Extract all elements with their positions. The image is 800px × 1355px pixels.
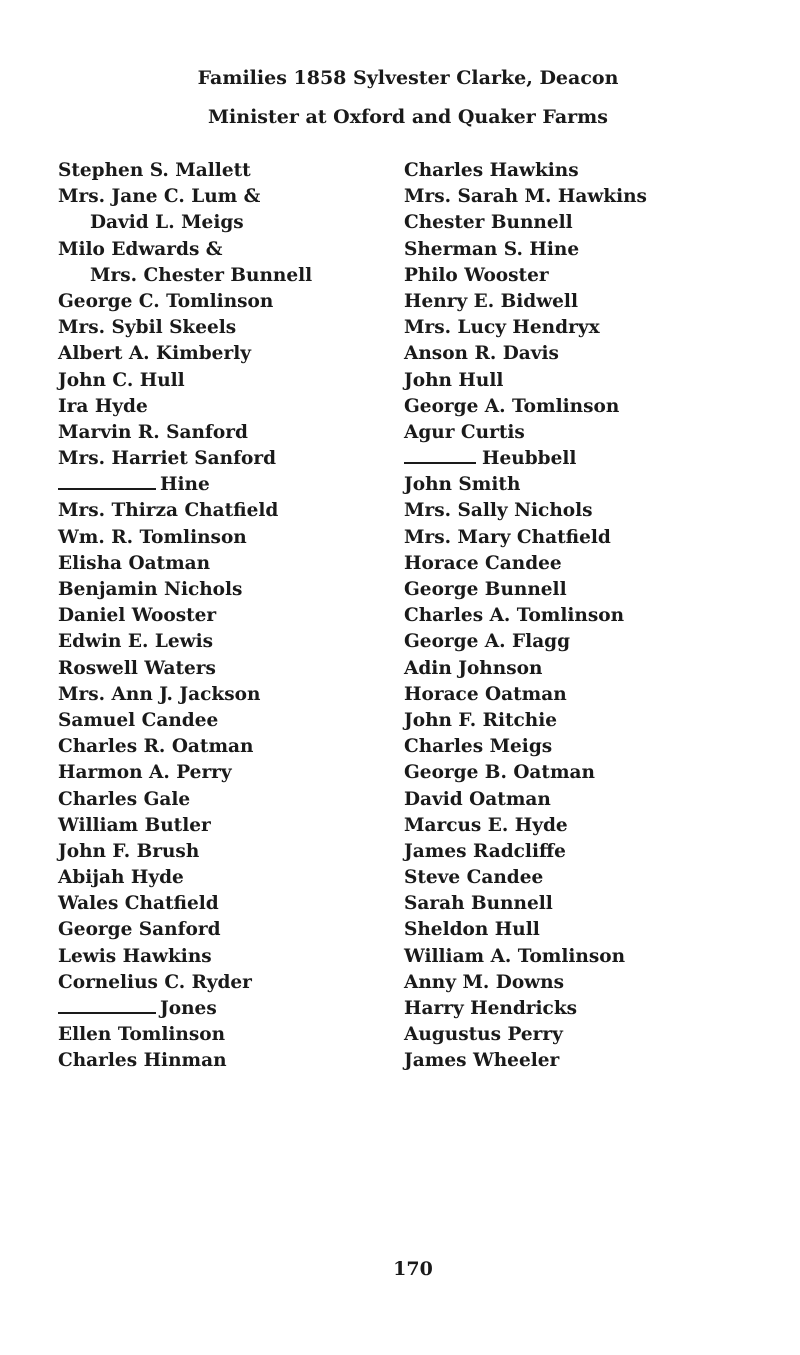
list-item: Mrs. Harriet Sanford bbox=[58, 448, 277, 470]
blank-name-line bbox=[404, 448, 476, 464]
list-item: Albert A. Kimberly bbox=[58, 343, 251, 365]
list-item: Elisha Oatman bbox=[58, 552, 211, 574]
list-item: Marcus E. Hyde bbox=[404, 814, 568, 836]
list-item: Lewis Hawkins bbox=[58, 945, 212, 967]
list-item: David L. Meigs bbox=[90, 212, 244, 234]
names-list-left bbox=[58, 158, 378, 1075]
list-item: Mrs. Sybil Skeels bbox=[58, 317, 237, 339]
list-item: Benjamin Nichols bbox=[58, 579, 243, 600]
list-item: Charles Gale bbox=[58, 788, 191, 810]
list-item: Mrs. Jane C. Lum & bbox=[58, 186, 261, 208]
list-item: Anny M. Downs bbox=[404, 971, 564, 993]
names-list-right bbox=[404, 158, 794, 1075]
page-number: 170 bbox=[393, 1258, 433, 1280]
list-item: John C. Hull bbox=[58, 369, 185, 391]
list-item: Sherman S. Hine bbox=[404, 238, 580, 260]
blank-name-line bbox=[58, 474, 156, 490]
list-item: Charles Hawkins bbox=[404, 160, 579, 181]
list-item: Wm. R. Tomlinson bbox=[58, 526, 247, 548]
list-item: Harry Hendricks bbox=[404, 998, 578, 1019]
list-item: Cornelius C. Ryder bbox=[58, 971, 252, 993]
list-item: William Butler bbox=[58, 814, 211, 836]
list-item: Roswell Waters bbox=[58, 657, 216, 679]
surname-text: Heubbell bbox=[482, 448, 577, 470]
list-item: John Hull bbox=[404, 369, 504, 391]
list-item: James Wheeler bbox=[404, 1050, 560, 1072]
list-item: Stephen S. Mallett bbox=[58, 160, 251, 181]
list-item: Charles Hinman bbox=[58, 1050, 227, 1072]
page-subtitle: Minister at Oxford and Quaker Farms bbox=[208, 106, 608, 128]
list-item: Sarah Bunnell bbox=[404, 893, 553, 915]
list-item: Abijah Hyde bbox=[58, 867, 184, 889]
list-item: Augustus Perry bbox=[404, 1024, 563, 1046]
list-item: Agur Curtis bbox=[404, 421, 525, 443]
list-item: George A. Flagg bbox=[404, 631, 571, 653]
list-item: David Oatman bbox=[404, 788, 551, 810]
list-item: George C. Tomlinson bbox=[58, 290, 274, 312]
list-item: Ellen Tomlinson bbox=[58, 1024, 226, 1046]
surname-text: Hine bbox=[160, 474, 210, 496]
list-item: Philo Wooster bbox=[404, 264, 549, 286]
list-item: Horace Candee bbox=[404, 552, 562, 574]
list-item-blank-surname bbox=[404, 446, 794, 472]
list-item: George Sanford bbox=[58, 919, 221, 941]
list-item: Horace Oatman bbox=[404, 683, 567, 705]
list-item: Mrs. Chester Bunnell bbox=[90, 264, 313, 286]
list-item: Mrs. Mary Chatfield bbox=[404, 526, 611, 548]
list-item: Ira Hyde bbox=[58, 395, 148, 417]
list-item: Mrs. Sarah M. Hawkins bbox=[404, 186, 647, 208]
list-item: Daniel Wooster bbox=[58, 605, 217, 627]
list-item: Marvin R. Sanford bbox=[58, 421, 248, 443]
list-item: George A. Tomlinson bbox=[404, 395, 620, 417]
surname-text: Jones bbox=[160, 998, 217, 1019]
list-item: George Bunnell bbox=[404, 579, 567, 600]
list-item: Mrs. Sally Nichols bbox=[404, 500, 593, 522]
list-item: Edwin E. Lewis bbox=[58, 631, 214, 653]
list-item: Sheldon Hull bbox=[404, 919, 540, 941]
list-item: John F. Ritchie bbox=[404, 709, 558, 731]
list-item: Wales Chatfield bbox=[58, 893, 219, 915]
list-item: John Smith bbox=[404, 474, 521, 496]
list-item: George B. Oatman bbox=[404, 762, 595, 784]
list-item: Steve Candee bbox=[404, 867, 544, 889]
list-item: Adin Johnson bbox=[404, 657, 543, 679]
blank-name-line bbox=[58, 998, 156, 1014]
list-item-blank-surname bbox=[58, 996, 378, 1022]
list-item: Mrs. Ann J. Jackson bbox=[58, 683, 261, 705]
list-item: Charles Meigs bbox=[404, 736, 553, 758]
list-item: Chester Bunnell bbox=[404, 212, 573, 234]
page-title: Families 1858 Sylvester Clarke, Deacon bbox=[197, 67, 619, 89]
list-item: Mrs. Thirza Chatfield bbox=[58, 500, 279, 522]
list-item: Samuel Candee bbox=[58, 709, 219, 731]
list-item: Charles A. Tomlinson bbox=[404, 605, 625, 627]
list-item: John F. Brush bbox=[58, 840, 200, 862]
list-item: James Radcliffe bbox=[404, 840, 566, 862]
list-item: Mrs. Lucy Hendryx bbox=[404, 317, 600, 339]
list-item: Henry E. Bidwell bbox=[404, 290, 578, 312]
list-item: Charles R. Oatman bbox=[58, 736, 254, 758]
list-item: Harmon A. Perry bbox=[58, 762, 232, 784]
list-item-blank-surname bbox=[58, 472, 378, 498]
list-item: Anson R. Davis bbox=[404, 343, 559, 365]
list-item: Milo Edwards & bbox=[58, 238, 223, 260]
list-item: William A. Tomlinson bbox=[404, 945, 626, 967]
